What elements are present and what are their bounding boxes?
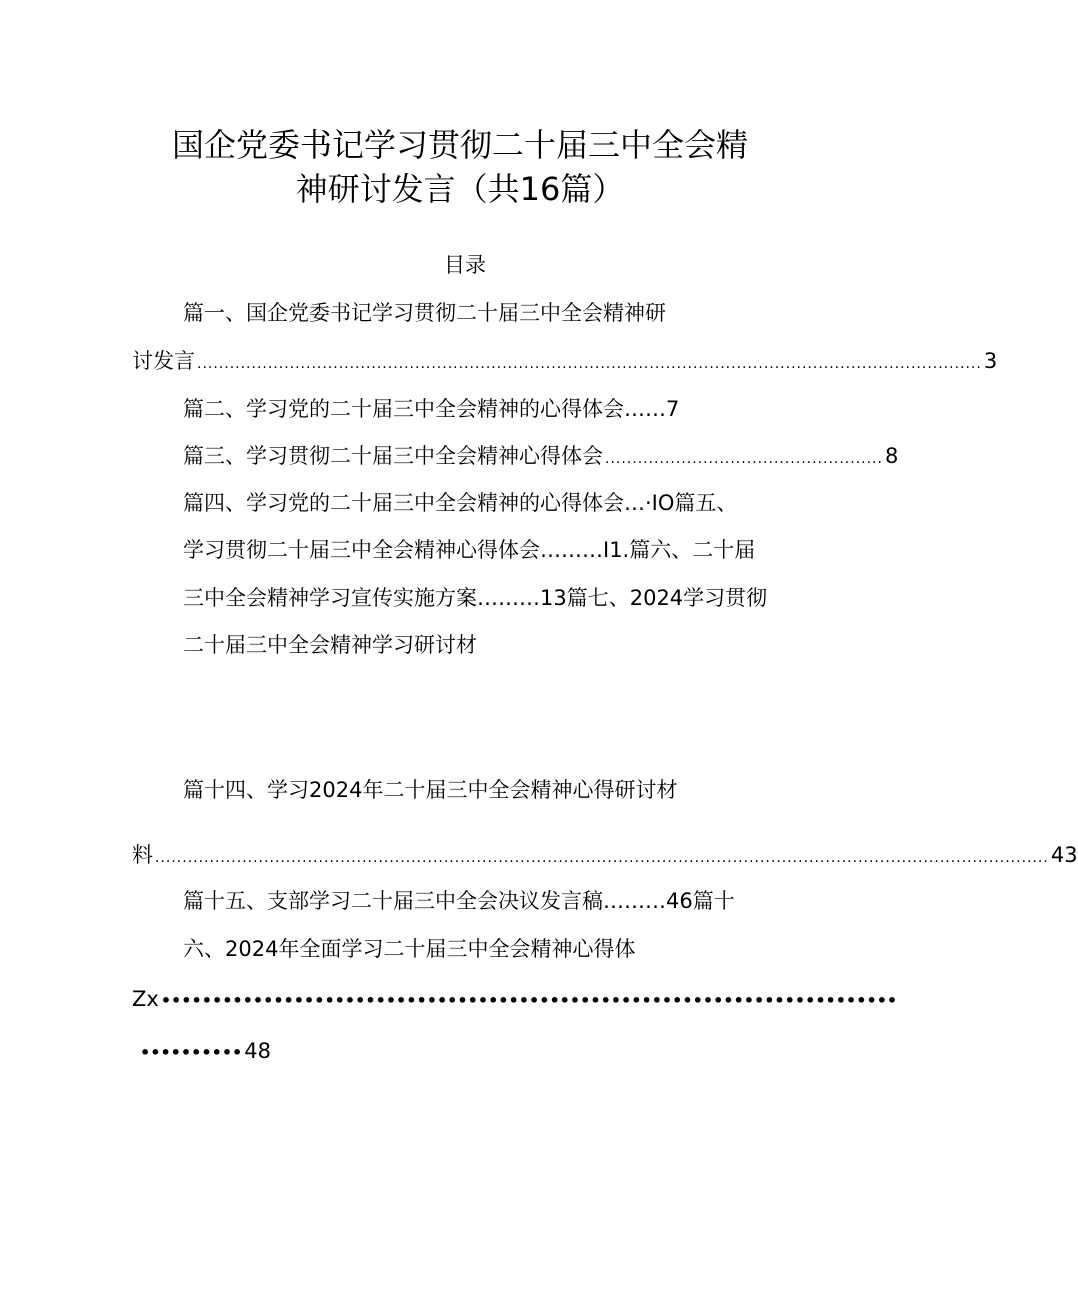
toc-entry-16-line-2 bbox=[132, 984, 898, 1016]
toc-entry-2: 篇二、学习党的二十届三中全会精神的心得体会……7 bbox=[183, 397, 680, 421]
toc-dot-leader: ................................................... bbox=[605, 451, 883, 467]
document-title-line-2: 神研讨发言（共16篇） bbox=[295, 170, 625, 208]
toc-entry-16-line-3 bbox=[138, 1036, 271, 1068]
toc-entry-4: 篇四、学习党的二十届三中全会精神的心得体会…·IO篇五、 bbox=[183, 491, 738, 515]
toc-entry-3 bbox=[183, 441, 899, 474]
toc-entry-text: 讨发言 bbox=[132, 349, 195, 373]
toc-entry-text: 篇三、学习贯彻二十届三中全会精神心得体会 bbox=[183, 444, 603, 468]
toc-heading: 目录 bbox=[444, 253, 486, 277]
toc-page-number: 43 bbox=[1050, 843, 1078, 867]
toc-page-number: 3 bbox=[983, 349, 998, 373]
toc-entry-15: 篇十五、支部学习二十届三中全会决议发言稿………46篇十 bbox=[183, 889, 735, 913]
toc-entry-14-line-1: 篇十四、学习2024年二十届三中全会精神心得研讨材 bbox=[183, 778, 678, 802]
toc-entry-text: Zx bbox=[132, 987, 159, 1011]
toc-entry-14-line-2 bbox=[132, 840, 1078, 873]
toc-entry-5: 学习贯彻二十届三中全会精神心得体会………I1.篇六、二十届 bbox=[183, 538, 756, 562]
toc-dot-leader: ................................................................................................................................................ bbox=[197, 356, 982, 372]
toc-page-number: 48 bbox=[244, 1039, 271, 1063]
toc-entry-text: 料 bbox=[132, 843, 153, 867]
toc-entry-16-line-1: 六、2024年全面学习二十届三中全会精神心得体 bbox=[183, 937, 636, 961]
toc-page-number: 8 bbox=[884, 444, 899, 468]
toc-dot-leader: •••••••••••••••••••••••••••••••••••••••••••••••••••••••••••••••••••••••• bbox=[160, 991, 898, 1010]
toc-entry-6: 三中全会精神学习宣传实施方案………13篇七、2024学习贯彻 bbox=[183, 586, 768, 610]
document-title-line-1: 国企党委书记学习贯彻二十届三中全会精 bbox=[171, 126, 748, 164]
toc-dot-leader: •••••••••• bbox=[140, 1043, 243, 1062]
toc-dot-leader: .................................................................................................................................................................... bbox=[155, 850, 1049, 866]
toc-entry-1-line-1: 篇一、国企党委书记学习贯彻二十届三中全会精神研 bbox=[183, 301, 666, 325]
toc-entry-7: 二十届三中全会精神学习研讨材 bbox=[183, 633, 477, 657]
toc-entry-1-line-2 bbox=[132, 346, 998, 379]
